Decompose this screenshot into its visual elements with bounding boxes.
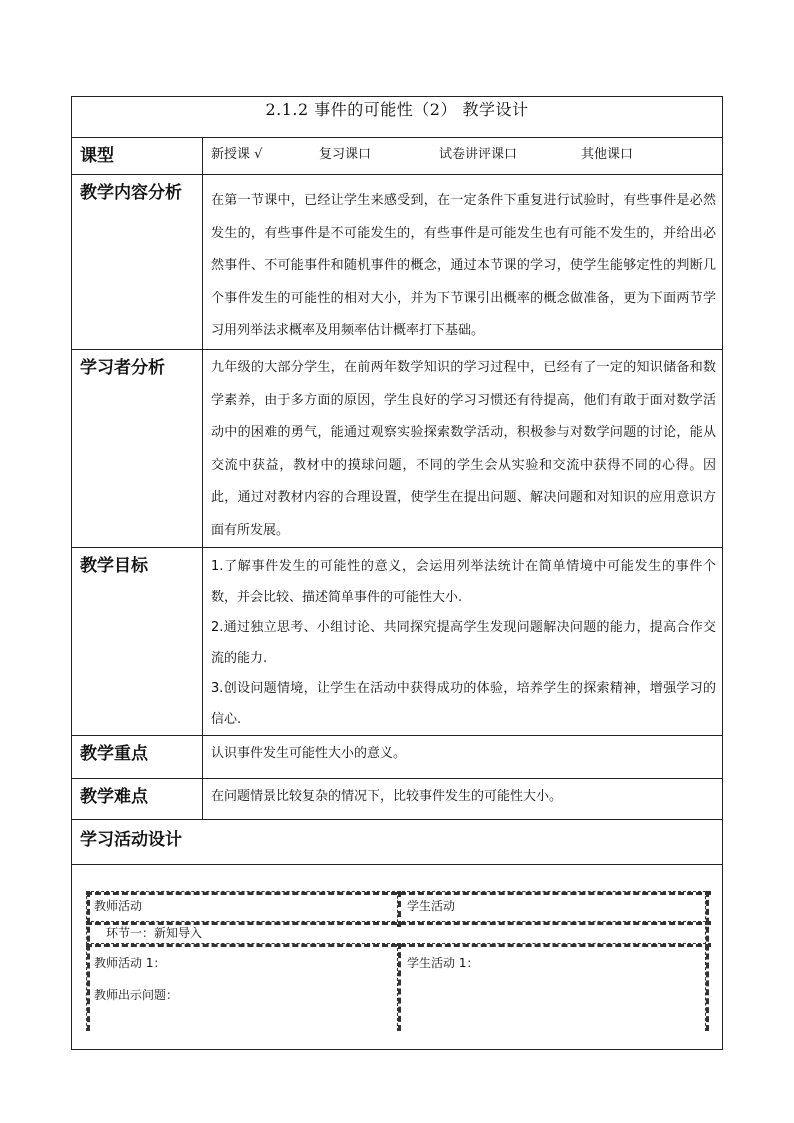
teacher-prompt: 教师出示问题： — [94, 988, 179, 1002]
activity-table-border — [705, 891, 709, 1031]
activity-table-border — [86, 891, 90, 1031]
goal-item: 3.创设问题情境，让学生在活动中获得成功的体验，培养学生的探索精神，增强学习的信心. — [211, 681, 717, 727]
option-new-lesson: 新授课 √ — [211, 147, 263, 162]
key-point-text: 认识事件发生可能性大小的意义。 — [211, 746, 407, 761]
difficulty-label-cell — [72, 779, 203, 820]
title-cell — [72, 97, 723, 138]
learner-analysis-text-cell — [203, 350, 723, 548]
difficulty-text: 在问题情景比较复杂的情况下，比较事件发生的可能性大小。 — [211, 789, 563, 804]
difficulty-text-cell — [203, 779, 723, 820]
student-activity-1-label: 学生活动 1： — [407, 956, 479, 970]
activity-design-label: 学习活动设计 — [80, 830, 182, 850]
content-analysis-label: 教学内容分析 — [80, 183, 182, 203]
activity-design-label-cell — [72, 820, 723, 865]
option-other-lesson: 其他课口 — [581, 147, 634, 162]
teacher-activity-1-label: 教师活动 1： — [94, 956, 166, 970]
key-point-label: 教学重点 — [80, 744, 148, 764]
learner-analysis-label-cell — [72, 350, 203, 548]
content-analysis-text-cell — [203, 175, 723, 350]
student-activity-header: 学生活动 — [407, 899, 456, 913]
content-analysis-label-cell — [72, 175, 203, 350]
course-type-label: 课型 — [80, 146, 114, 166]
course-type-label-cell — [72, 138, 203, 175]
goals-text-cell — [203, 548, 723, 736]
key-point-text-cell — [203, 736, 723, 779]
goal-item: 2.通过独立思考、小组讨论、共同探究提高学生发现问题解决问题的能力，提高合作交流的能力. — [211, 620, 717, 666]
activity-table-divider — [397, 943, 401, 1031]
goal-item: 1.了解事件发生的可能性的意义，会运用列举法统计在简单情境中可能发生的事件个数，并会比较、描述简单事件的可能性大小. — [211, 559, 717, 605]
content-analysis-text: 在第一节课中，已经让学生来感受到，在一定条件下重复进行试验时，有些事件是必然发生的，有些事件是不可能发生的，有些事件是可能发生也有可能不发生的，并给出必然事件、不可能事件和随机事件的概念，通过本节课的学习，使学生能够定性的判断几个事件发生的可能性的相对大小，并为下节课引出概率的概念做准备，更为下面两节学习用列举法求概率及用频率估计概率打下基础。 — [211, 193, 717, 338]
option-test-review-lesson: 试卷讲评课口 — [439, 147, 518, 162]
course-type-options-cell — [203, 138, 723, 175]
difficulty-label: 教学难点 — [80, 787, 148, 807]
section-title: 环节一：新知导入 — [106, 926, 203, 940]
activity-table-divider — [86, 943, 711, 947]
learner-analysis-label: 学习者分析 — [80, 358, 165, 378]
key-point-label-cell — [72, 736, 203, 779]
teacher-activity-header: 教师活动 — [94, 899, 143, 913]
goals-list — [203, 548, 722, 735]
goals-label: 教学目标 — [80, 556, 148, 576]
document-title: 2.1.2 事件的可能性（2） 教学设计 — [265, 100, 529, 119]
activity-table — [86, 891, 706, 1025]
goals-label-cell — [72, 548, 203, 736]
option-review-lesson: 复习课口 — [319, 147, 372, 162]
learner-analysis-text: 九年级的大部分学生，在前两年数学知识的学习过程中，已经有了一定的知识储备和数学素养，由于多方面的原因，学生良好的学习习惯还有待提高，他们有敢于面对数学活动中的困难的勇气，能通过观察实验探索数学活动，积极参与对数学问题的讨论，能从交流中获益，教材中的摸球问题，不同的学生会从实验和交流中获得不同的心得。因此，通过对教材内容的合理设置，使学生在提出问题、解决问题和对知识的应用意识方面有所发展。 — [211, 360, 717, 538]
